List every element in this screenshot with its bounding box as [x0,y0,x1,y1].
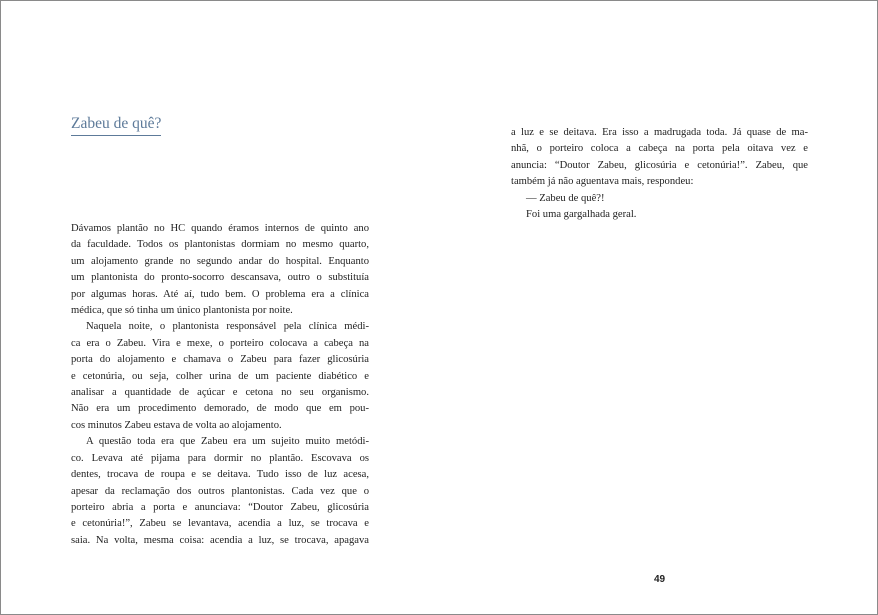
text-line: também já não aguentava mais, respondeu: [511,176,694,188]
text-line: e cetonúria, ou seja, colher urina de um paciente diabético e [71,370,369,382]
text-line: Foi uma gargalhada geral. [526,209,637,221]
text-line: da faculdade. Todos os plantonistas dormiam no mesmo quarto, [71,239,369,251]
text-line: Não era um procedimento demorado, de modo que em pou- [71,403,369,415]
text-line: e cetonúria!”, Zabeu se levantava, acendia a luz, se trocava e [71,518,369,530]
text-line: saia. Na volta, mesma coisa: acendia a luz, se trocava, apagava [71,534,369,546]
text-line: por algumas horas. Até aí, tudo bem. O problema era a clínica [71,288,369,300]
text-line: analisar a quantidade de açúcar e cetona no seu organismo. [71,387,369,399]
text-line: dentes, trocava de roupa e se deitava. Tudo isso de luz acesa, [71,469,369,481]
text-line: Naquela noite, o plantonista responsável pela clínica médi- [86,321,369,333]
text-line: ca era o Zabeu. Vira e mexe, o porteiro colocava a cabeça na [71,337,369,349]
text-line: cos minutos Zabeu estava de volta ao alojamento. [71,419,282,431]
text-line: a luz e se deitava. Era isso a madrugada toda. Já quase de ma- [511,127,808,138]
text-line: porteiro abria a porta e anunciava: “Doutor Zabeu, glicosúria [71,501,369,513]
text-line: apesar da reclamação dos outros plantonistas. Cada vez que o [71,485,369,497]
text-line: médica, que só tinha um único plantonista por noite. [71,305,293,317]
left-column-text [71,221,369,549]
page-number: 49 [654,574,666,585]
text-line: anuncia: “Doutor Zabeu, glicosúria e cetonúria!”. Zabeu, que [511,159,808,171]
text-line: um plantonista do pronto-socorro descansava, outro o substituía [71,272,369,284]
text-line: um alojamento grande no segundo andar do hospital. Enquanto [71,255,369,267]
text-line: A questão toda era que Zabeu era um sujeito muito metódi- [86,436,369,448]
text-line: co. Levava até pijama para dormir no plantão. Escovava os [71,452,369,464]
text-line: nhã, o porteiro coloca a cabeça na porta pela oitava vez e [511,143,808,155]
dialogue-line: — Zabeu de quê?! [526,192,605,204]
text-line: Dávamos plantão no HC quando éramos internos de quinto ano [71,223,369,234]
right-column-text [511,125,808,223]
chapter-title: Zabeu de quê? [71,115,161,136]
text-line: porta do alojamento e chamava o Zabeu para fazer glicosúria [71,354,369,366]
